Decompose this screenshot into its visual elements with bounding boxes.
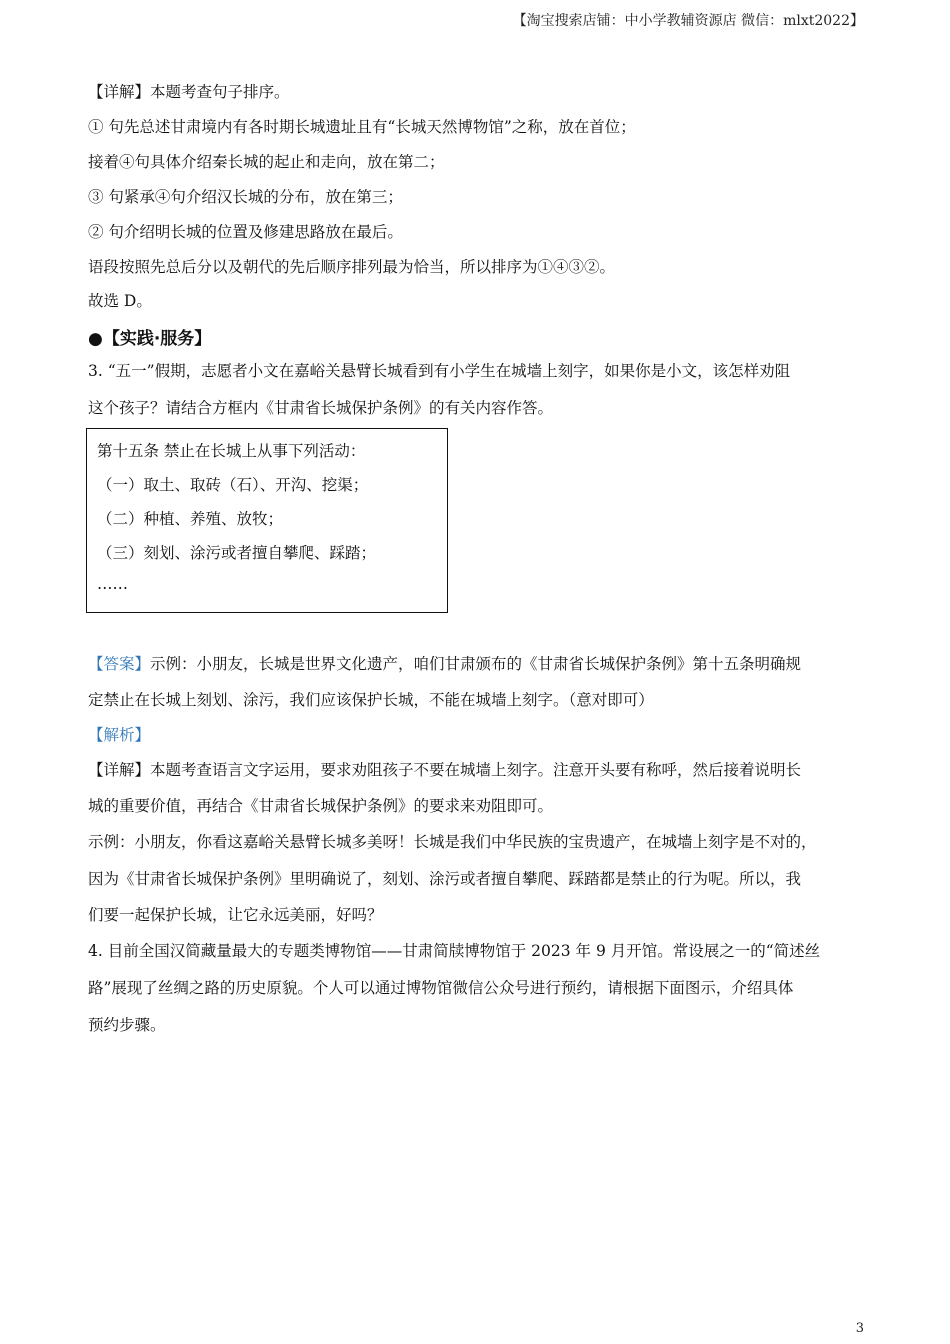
q2-explain-line-2: 接着④句具体介绍秦长城的起止和走向，放在第二； — [88, 153, 445, 171]
q3-example-line-2: 因为《甘肃省长城保护条例》里明确说了，刻划、涂污或者擅自攀爬、踩踏都是禁止的行为呢。所以，我 — [88, 870, 802, 888]
q3-question-line-1: 3. “五一”假期，志愿者小文在嘉峪关悬臂长城看到有小学生在城墙上刻字，如果你是小文，该怎样劝阻 — [88, 362, 791, 380]
q3-detail-line-1 — [88, 760, 801, 780]
bullet-icon: ● — [88, 329, 103, 349]
section-title-text: 【实践·服务】 — [102, 329, 212, 349]
regulation-line-3: （二）种植、养殖、放牧； — [97, 510, 284, 528]
detail-text: 本题考查句子排序。 — [150, 83, 290, 101]
answer-tag: 【答案】 — [88, 655, 151, 673]
q2-explain-line-5: 语段按照先总后分以及朝代的先后顺序排列最为恰当，所以排序为①④③②。 — [88, 258, 616, 276]
q4-question-line-2: 路”展现了丝绸之路的历史原貌。个人可以通过博物馆微信公众号进行预约，请根据下面图示，介绍具体 — [88, 979, 794, 997]
section-title — [88, 324, 211, 349]
q3-analysis-line — [88, 725, 150, 745]
detail-tag: 【详解】 — [88, 761, 151, 779]
q2-explain-line-4: ② 句介绍明长城的位置及修建思路放在最后。 — [88, 223, 403, 241]
q3-example-line-1: 示例：小朋友，你看这嘉峪关悬臂长城多美呀！长城是我们中华民族的宝贵遗产，在城墙上刻字是不对的， — [88, 833, 817, 851]
regulation-line-1: 第十五条 禁止在长城上从事下列活动： — [97, 442, 366, 460]
q3-detail-line-2: 城的重要价值，再结合《甘肃省长城保护条例》的要求来劝阻即可。 — [88, 797, 554, 815]
q3-answer-line-2: 定禁止在长城上刻划、涂污，我们应该保护长城，不能在城墙上刻字。（意对即可） — [88, 691, 654, 709]
q3-example-line-3: 们要一起保护长城，让它永远美丽，好吗？ — [88, 906, 383, 924]
q4-question-line-1: 4. 目前全国汉简藏量最大的专题类博物馆——甘肃简牍博物馆于 2023 年 9 月开馆。常设展之一的“简述丝 — [88, 942, 821, 960]
regulation-line-5: …… — [97, 575, 128, 593]
q3-question-line-2: 这个孩子？请结合方框内《甘肃省长城保护条例》的有关内容作答。 — [88, 399, 554, 417]
q3-answer-line-1 — [88, 654, 801, 674]
q2-explain-line-1: ① 句先总述甘肃境内有各时期长城遗址且有“长城天然博物馆”之称，放在首位； — [88, 118, 636, 136]
regulation-line-4: （三）刻划、涂污或者擅自攀爬、踩踏； — [97, 544, 377, 562]
q2-detail-line — [88, 82, 290, 102]
analysis-tag: 【解析】 — [88, 726, 151, 744]
regulation-line-2: （一）取土、取砖（石）、开沟、挖渠； — [97, 476, 369, 494]
answer-text-1: 示例：小朋友，长城是世界文化遗产，咱们甘肃颁布的《甘肃省长城保护条例》第十五条明确规 — [150, 655, 802, 673]
q2-explain-line-6: 故选 D。 — [88, 292, 152, 310]
detail-tag: 【详解】 — [88, 83, 151, 101]
page-header: 【淘宝搜索店铺：中小学教辅资源店 微信：mlxt2022】 — [512, 13, 864, 29]
detail-text-1: 本题考查语言文字运用，要求劝阻孩子不要在城墙上刻字。注意开头要有称呼，然后接着说明长 — [150, 761, 802, 779]
q4-question-line-3: 预约步骤。 — [88, 1016, 166, 1034]
q2-explain-line-3: ③ 句紧承④句介绍汉长城的分布，放在第三； — [88, 188, 403, 206]
regulation-box — [86, 428, 448, 613]
page-number: 3 — [855, 1321, 864, 1336]
